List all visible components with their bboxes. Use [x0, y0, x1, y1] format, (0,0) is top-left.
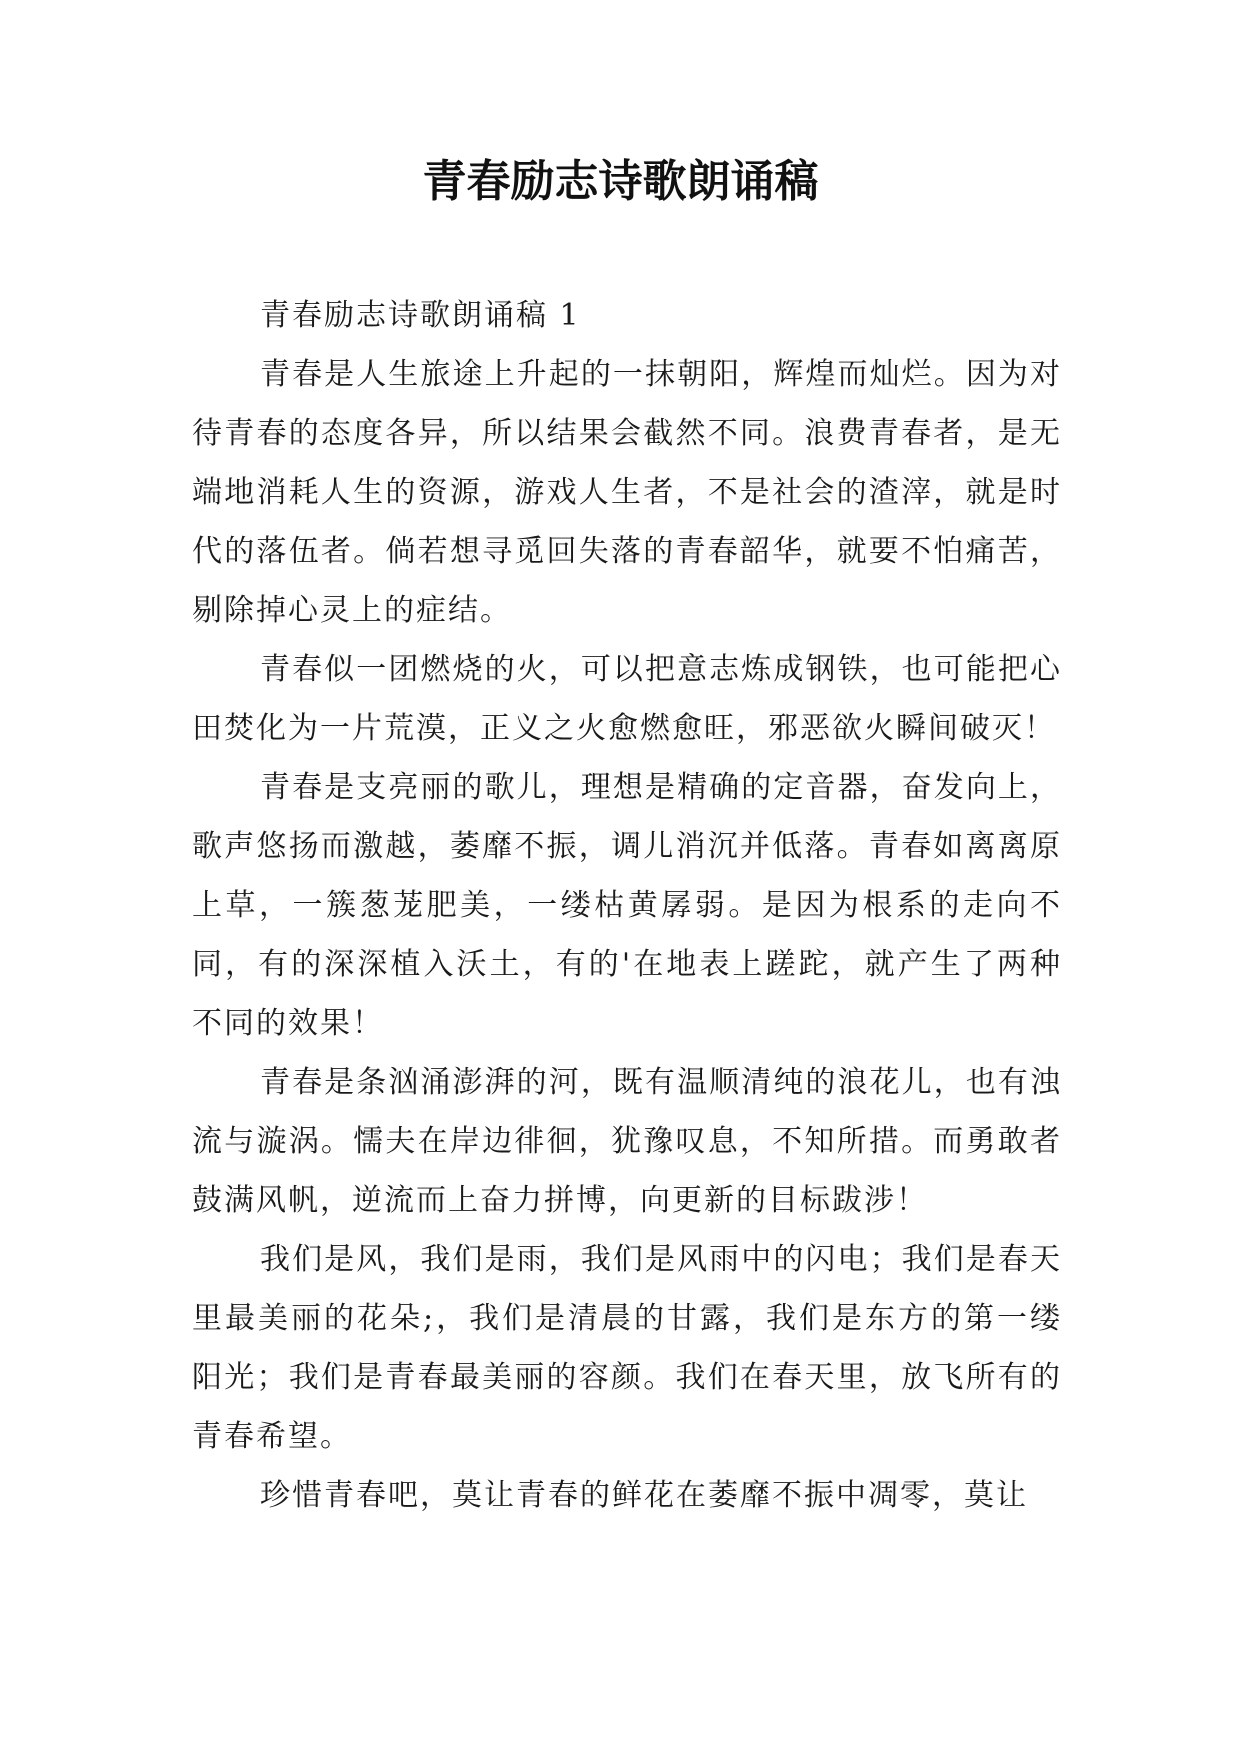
document-title: 青春励志诗歌朗诵稿: [422, 156, 819, 207]
paragraph: 青春是支亮丽的歌儿，理想是精确的定音器，奋发向上，歌声悠扬而激越，萎靡不振，调儿消沉并低落。青春如离离原上草，一簇葱茏肥美，一缕枯黄孱弱。是因为根系的走向不同，有的深深植入沃土，有的'在地表上蹉跎，就产生了两种不同的效果！: [192, 770, 1062, 1041]
paragraph: 我们是风，我们是雨，我们是风雨中的闪电；我们是春天里最美丽的花朵;，我们是清晨的甘露，我们是东方的第一缕阳光；我们是青春最美丽的容颜。我们在春天里，放飞所有的青春希望。: [192, 1242, 1062, 1454]
paragraph: 珍惜青春吧，莫让青春的鲜花在萎靡不振中凋零，莫让: [260, 1478, 1028, 1513]
paragraph: 青春似一团燃烧的火，可以把意志炼成钢铁，也可能把心田焚化为一片荒漠，正义之火愈燃愈旺，邪恶欲火瞬间破灭！: [192, 652, 1062, 746]
paragraph: 青春是条汹涌澎湃的河，既有温顺清纯的浪花儿，也有浊流与漩涡。懦夫在岸边徘徊，犹豫叹息，不知所措。而勇敢者鼓满风帆，逆流而上奋力拼博，向更新的目标跋涉！: [192, 1065, 1062, 1218]
paragraph: 青春是人生旅途上升起的一抹朝阳，辉煌而灿烂。因为对待青春的态度各异，所以结果会截然不同。浪费青春者，是无端地消耗人生的资源，游戏人生者，不是社会的渣滓，就是时代的落伍者。倘若想寻觅回失落的青春韶华，就要不怕痛苦，剔除掉心灵上的症结。: [192, 357, 1062, 628]
document-body: [192, 286, 1062, 1525]
section-heading: 青春励志诗歌朗诵稿 1: [260, 298, 581, 333]
